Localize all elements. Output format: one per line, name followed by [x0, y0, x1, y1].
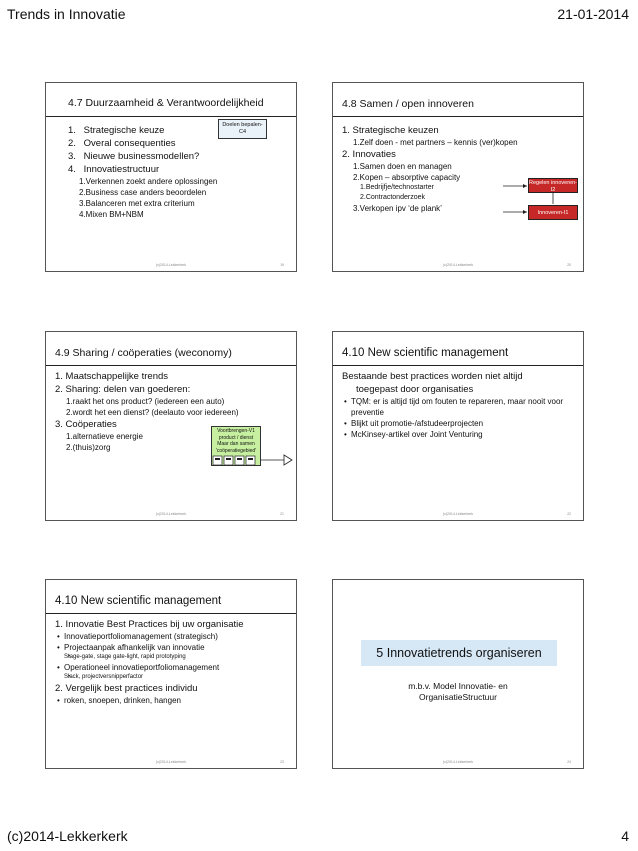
list-item: 1. Strategische keuzen — [342, 125, 439, 136]
bullet-item: • Operationeel innovatieportfoliomanagement — [55, 662, 290, 673]
slide-footer: (c)2014-Lekkerkerk — [442, 760, 474, 764]
slide-4-10a — [332, 331, 584, 521]
slide-title: 4.10 New scientific management — [342, 347, 509, 359]
sub-item: 1.Zelf doen - met partners – kennis (ver)kopen — [353, 138, 518, 147]
slide-footer: (c)2014-Lekkerkerk — [442, 512, 474, 516]
slide-footer: (c)2014-Lekkerkerk — [155, 263, 187, 267]
regelen-innoveren-box: Regelen innoveren-I2 — [529, 180, 578, 193]
sub-item: 1.Samen doen en managen — [353, 162, 452, 171]
list-item: 2. Overal consequenties — [68, 138, 176, 149]
page-header — [7, 6, 629, 26]
sub-item: 3.Balanceren met extra criterium — [79, 199, 195, 208]
innoveren-box: Innoveren-I1 — [528, 205, 578, 220]
cooperation-diagram — [46, 332, 297, 521]
slide-4-8 — [332, 82, 584, 272]
slide-number: 24 — [567, 760, 571, 764]
bullet-item: • Blijkt uit promotie-/afstudeerprojecten — [342, 418, 577, 429]
sub-item: 1.raakt het ons product? (iedereen een auto) — [66, 397, 225, 406]
page-number: 4 — [621, 828, 629, 844]
sub-item: 2.Kopen – absorptive capacity — [353, 173, 461, 182]
bullet-item: • TQM: er is altijd tijd om fouten te repareren, maar nooit voor preventie — [342, 396, 577, 418]
slide-number: 20 — [567, 263, 571, 267]
voortbrengen-label: Voortbrengen-V1 product / dienst Maar dan samen 'coöperatiegebied' — [215, 428, 257, 454]
list-item: 2. Innovaties — [342, 149, 396, 160]
sub-sub-item: 2.Contractonderzoek — [360, 194, 425, 201]
title-divider — [46, 116, 296, 117]
sub-item: 2.wordt het een dienst? (deelauto voor iedereen) — [66, 408, 239, 417]
document-date: 21-01-2014 — [557, 6, 629, 22]
slide-title: 4.8 Samen / open innoveren — [342, 98, 474, 110]
sub-item: 3.Verkopen ipv ‘de plank’ — [353, 204, 442, 213]
slide-5 — [332, 579, 584, 769]
sub-item: 1.alternatieve energie — [66, 432, 143, 441]
slide-body — [55, 618, 290, 706]
sub-bullet-item: • Slack, projectversnipperfactor — [55, 673, 290, 682]
sub-item: 1.Verkennen zoekt andere oplossingen — [79, 177, 218, 186]
sub-sub-item: 1.Bedrijfje/technostarter — [360, 184, 434, 191]
subtitle-line: m.b.v. Model Innovatie- en — [408, 681, 508, 691]
slide-body — [342, 370, 577, 440]
bullet-item: • Innovatieportfoliomanagement (strategisch) — [55, 631, 290, 642]
slide-4-9 — [45, 331, 297, 521]
connector-arrows — [333, 83, 584, 272]
slide-footer: (c)2014-Lekkerkerk — [155, 512, 187, 516]
title-divider — [46, 613, 296, 614]
sub-item: 2.(thuis)zorg — [66, 443, 111, 452]
list-item: 2. Vergelijk best practices individu — [55, 683, 198, 694]
list-item: 3. Nieuwe businessmodellen? — [68, 151, 200, 162]
bullet-item: • roken, snoepen, drinken, hangen — [55, 695, 290, 706]
slide-footer: (c)2014-Lekkerkerk — [155, 760, 187, 764]
title-divider — [333, 365, 583, 366]
bullet-item: • McKinsey-artikel over Joint Venturing — [342, 429, 577, 440]
section-banner: 5 Innovatietrends organiseren — [361, 640, 557, 666]
page-footer — [7, 828, 629, 848]
slide-number: 19 — [280, 263, 284, 267]
list-item: 1. Innovatie Best Practices bij uw organisatie — [55, 619, 244, 630]
sub-item: 2.Business case anders beoordelen — [79, 188, 207, 197]
sub-bullet-item: • Stage-gate, stage gate-light, rapid prototyping — [55, 653, 290, 662]
copyright: (c)2014-Lekkerkerk — [7, 828, 128, 844]
list-item: 3. Coöperaties — [55, 419, 117, 430]
list-item: 4. Innovatiestructuur — [68, 164, 160, 175]
slide-title: 4.9 Sharing / coöperaties (weconomy) — [55, 347, 232, 359]
slide-footer: (c)2014-Lekkerkerk — [442, 263, 474, 267]
intro-text: Bestaande best practices worden niet altijd — [342, 371, 523, 382]
list-item: 2. Sharing: delen van goederen: — [55, 384, 191, 395]
slide-title: 4.10 New scientific management — [55, 595, 222, 607]
sub-item: 4.Mixen BM+NBM — [79, 210, 144, 219]
slide-number: 22 — [567, 512, 571, 516]
section-subtitle — [333, 681, 583, 703]
document-title: Trends in Innovatie — [7, 6, 126, 22]
slide-4-7 — [45, 82, 297, 272]
subtitle-line: OrganisatieStructuur — [419, 692, 497, 702]
bullet-item: • Projectaanpak afhankelijk van innovatie — [55, 642, 290, 653]
slide-title: 4.7 Duurzaamheid & Verantwoordelijkheid — [68, 97, 264, 109]
slide-4-10b — [45, 579, 297, 769]
list-item: 1. Maatschappelijke trends — [55, 371, 169, 382]
doelen-box: Doelen bepalen-C4 — [218, 119, 267, 139]
intro-text: toegepast door organisaties — [356, 384, 474, 395]
list-item: 1. Strategische keuze — [68, 125, 165, 136]
slide-number: 23 — [280, 760, 284, 764]
slide-number: 21 — [280, 512, 284, 516]
